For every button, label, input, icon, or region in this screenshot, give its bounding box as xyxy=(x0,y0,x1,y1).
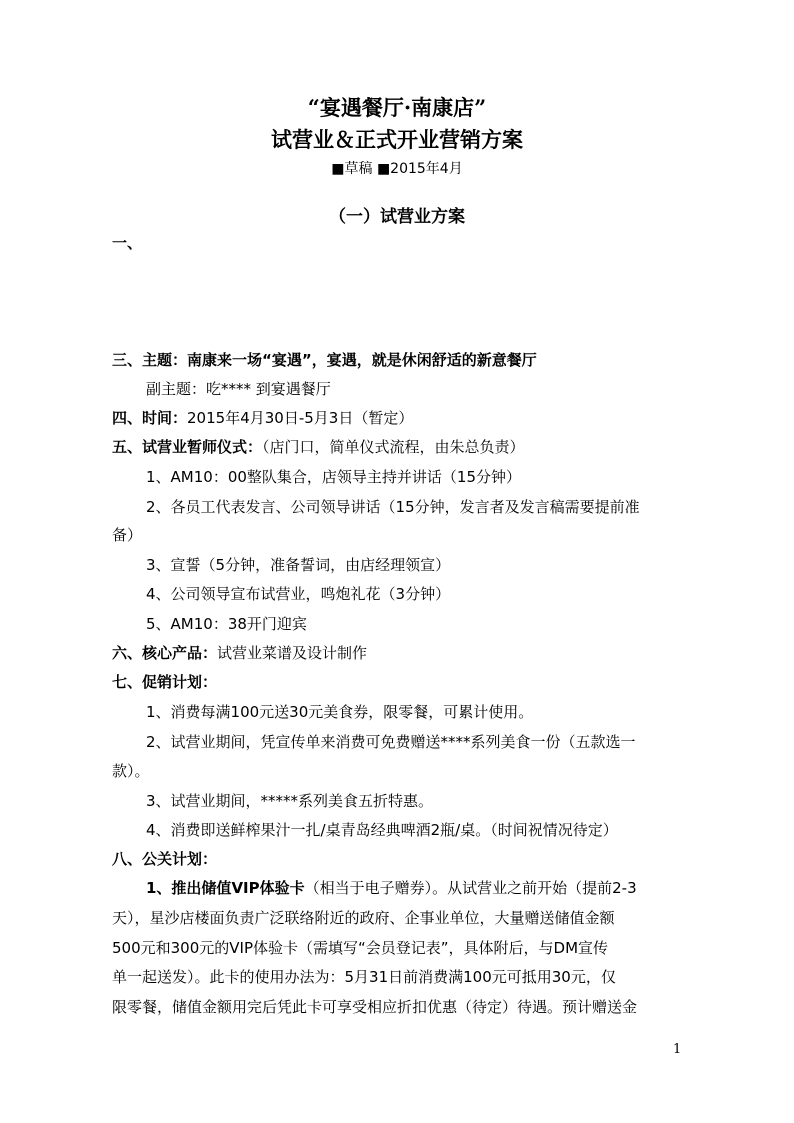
document-meta: ■草稿 ■2015年4月 xyxy=(331,161,463,177)
time-text: 2015年4月30日-5月3日（暂定） xyxy=(187,409,414,427)
heading-pr: 八、公关计划： xyxy=(112,850,218,868)
ceremony-label: 五、试营业暂师仪式： xyxy=(112,438,263,456)
ceremony-line xyxy=(112,436,525,458)
ceremony-step-4: 4、公司领导宣布试营业，鸣炮礼花（3分钟） xyxy=(146,585,451,603)
heading-theme: 三、主题：南康来一场“宴遇”，宴遇，就是休闲舒适的新意餐厅 xyxy=(112,351,537,369)
ceremony-step-2-cont: 备） xyxy=(112,526,143,544)
promotion-4: 4、消费即送鲜榨果汁一扎/桌青岛经典啤酒2瓶/桌。（时间祝情况待定） xyxy=(146,821,618,839)
document-title-line1: “宴遇餐厅·南康店” xyxy=(307,95,487,120)
pr-item-1 xyxy=(146,877,637,899)
ceremony-step-1: 1、AM10：00整队集合，店领导主持并讲话（15分钟） xyxy=(146,468,522,486)
pr-item-1-title: 1、推出储值VIP体验卡 xyxy=(146,879,305,897)
promotion-3: 3、试营业期间，*****系列美食五折特惠。 xyxy=(146,792,434,810)
core-product-label: 六、核心产品： xyxy=(112,644,218,662)
page-number: 1 xyxy=(673,1042,682,1057)
subtheme-text: 副主题：吃**** 到宴遇餐厅 xyxy=(146,380,331,398)
ceremony-step-3: 3、宣誓（5分钟，准备誓词，由店经理领宣） xyxy=(146,556,451,574)
time-line xyxy=(112,407,413,429)
promotion-2: 2、试营业期间，凭宣传单来消费可免费赠送****系列美食一份（五款选一 xyxy=(146,733,636,751)
promotion-1: 1、消费每满100元送30元美食券，限零餐，可累计使用。 xyxy=(146,703,534,721)
pr-item-1-line5: 限零餐，储值金额用完后凭此卡可享受相应折扣优惠（待定）待遇。预计赠送金 xyxy=(112,998,638,1016)
time-label: 四、时间： xyxy=(112,409,188,427)
ceremony-step-2: 2、各员工代表发言、公司领导讲话（15分钟，发言者及发言稿需要提前准 xyxy=(146,498,640,516)
ceremony-text: （店门口，简单仪式流程，由朱总负责） xyxy=(262,438,525,456)
heading-promotion: 七、促销计划： xyxy=(112,673,218,691)
promotion-2-cont: 款）。 xyxy=(112,762,150,780)
section-heading: （一）试营业方案 xyxy=(329,207,465,227)
pr-item-1-line4: 单一起送发）。此卡的使用办法为：5月31日前消费满100元可抵用30元，仅 xyxy=(112,968,616,986)
core-product-line xyxy=(112,642,367,664)
pr-item-1-line3: 500元和300元的VIP体验卡（需填写“会员登记表”，具体附后，与DM宣传 xyxy=(112,939,609,957)
pr-item-1-text: （相当于电子赠券）。从试营业之前开始（提前2-3 xyxy=(304,879,637,897)
pr-item-1-line2: 天），星沙店楼面负责广泛联络附近的政府、企事业单位，大量赠送储值金额 xyxy=(112,909,615,927)
heading-one: 一、 xyxy=(112,234,143,252)
core-product-text: 试营业菜谱及设计制作 xyxy=(217,644,368,662)
document-title-line2: 试营业＆正式开业营销方案 xyxy=(271,127,523,152)
ceremony-step-5: 5、AM10：38开门迎宾 xyxy=(146,615,307,633)
